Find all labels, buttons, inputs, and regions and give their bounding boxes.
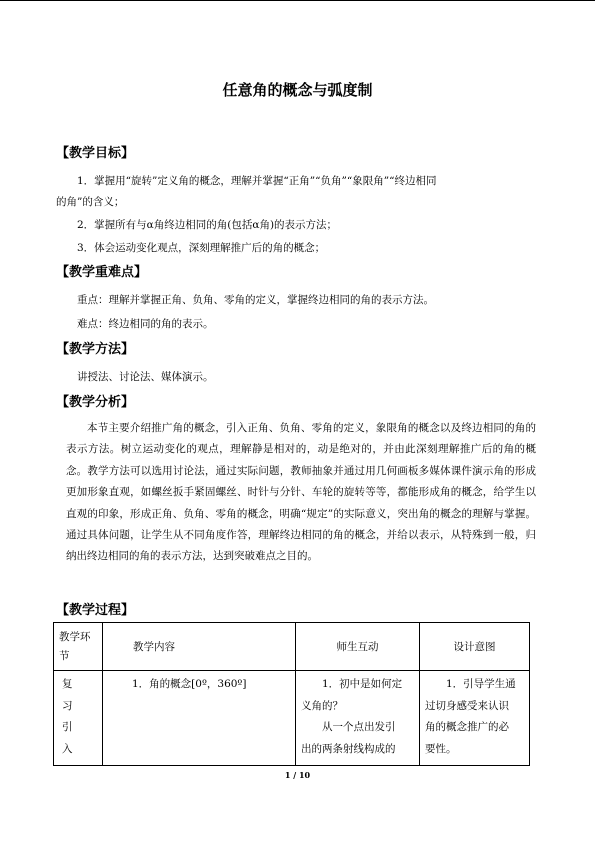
process-table — [53, 622, 530, 766]
header-cell-stage — [54, 623, 103, 671]
heading-objectives: 【教学目标】 — [56, 146, 135, 161]
heading-methods: 【教学方法】 — [56, 342, 135, 357]
difficulty-item: 难点：终边相同的角的表示。 — [77, 318, 214, 330]
interaction-line: 出的两条射线构成的 — [301, 742, 396, 755]
key-point-item: 重点：理解并掌握正角、负角、零角的定义，掌握终边相同的角的表示方法。 — [77, 294, 434, 306]
objective-item: 2．掌握所有与α角终边相同的角(包括α角)的表示方法； — [77, 219, 338, 231]
stage-char: 习 — [62, 699, 73, 712]
objective-item: 1．掌握用“旋转”定义角的概念，理解并掌握“正角”“负角”“象限角”“终边相同 — [77, 175, 437, 187]
objective-item-cont: 的角”的含义； — [56, 196, 125, 208]
page-title: 任意角的概念与弧度制 — [222, 81, 373, 99]
cell-content — [103, 671, 296, 766]
page-number: 1 / 10 — [284, 770, 311, 780]
stage-char: 入 — [62, 742, 73, 755]
table-header-row — [54, 623, 530, 671]
table-row — [54, 671, 530, 766]
header-intent-label: 设计意图 — [453, 641, 496, 653]
header-cell-content — [103, 623, 296, 671]
interaction-line: 1．初中是如何定 — [322, 678, 403, 690]
interaction-line: 义角的？ — [301, 699, 343, 712]
stage-char: 复 — [62, 678, 73, 690]
heading-analysis: 【教学分析】 — [56, 395, 135, 410]
header-cell-interaction — [296, 623, 420, 671]
header-content-label: 教学内容 — [133, 641, 175, 653]
header-interaction-label: 师生互动 — [336, 641, 379, 653]
intent-line: 角的概念推广的必 — [425, 721, 509, 733]
content-text: 1．角的概念[0º，360º] — [132, 678, 247, 690]
objective-item: 3．体会运动变化观点，深刻理解推广后的角的概念； — [77, 242, 326, 254]
cell-interaction — [296, 671, 420, 766]
header-stage-label: 教学环节 — [59, 631, 91, 662]
cell-stage — [54, 671, 103, 766]
heading-key-points: 【教学重难点】 — [56, 265, 148, 280]
top-rule — [0, 0, 595, 1]
intent-line: 要性。 — [425, 742, 457, 755]
analysis-paragraph: 本节主要介绍推广角的概念，引入正角、负角、零角的定义，象限角的概念以及终边相同的角的表示方法。树立运动变化的观点，理解静是相对的，动是绝对的，并由此深刻理解推广后的角的概念。教学方法可以选用讨论法，通过实际问题，教师抽象并通过用几何画板多媒体课件演示角的形成更加形象直观，如螺丝扳手紧固螺丝、时针与分针、车轮的旋转等等，都能形成角的概念，给学生以直观的印象，形成正角、负角、零角的概念，明确“规定”的实际意义，突出角的概念的理解与掌握。通过具体问题，让学生从不同角度作答，理解终边相同的角的概念，并给以表示，从特殊到一般，归纳出终边相同的角的表示方法，达到突破难点之目的。 — [66, 422, 536, 563]
methods-text: 讲授法、讨论法、媒体演示。 — [77, 371, 214, 383]
stage-char: 引 — [62, 721, 73, 733]
header-cell-intent — [420, 623, 530, 671]
interaction-line: 从一个点出发引 — [322, 721, 396, 733]
intent-line: 1．引导学生通 — [446, 678, 516, 690]
cell-intent — [420, 671, 530, 766]
heading-process: 【教学过程】 — [56, 603, 135, 618]
intent-line: 过切身感受来认识 — [425, 699, 509, 712]
